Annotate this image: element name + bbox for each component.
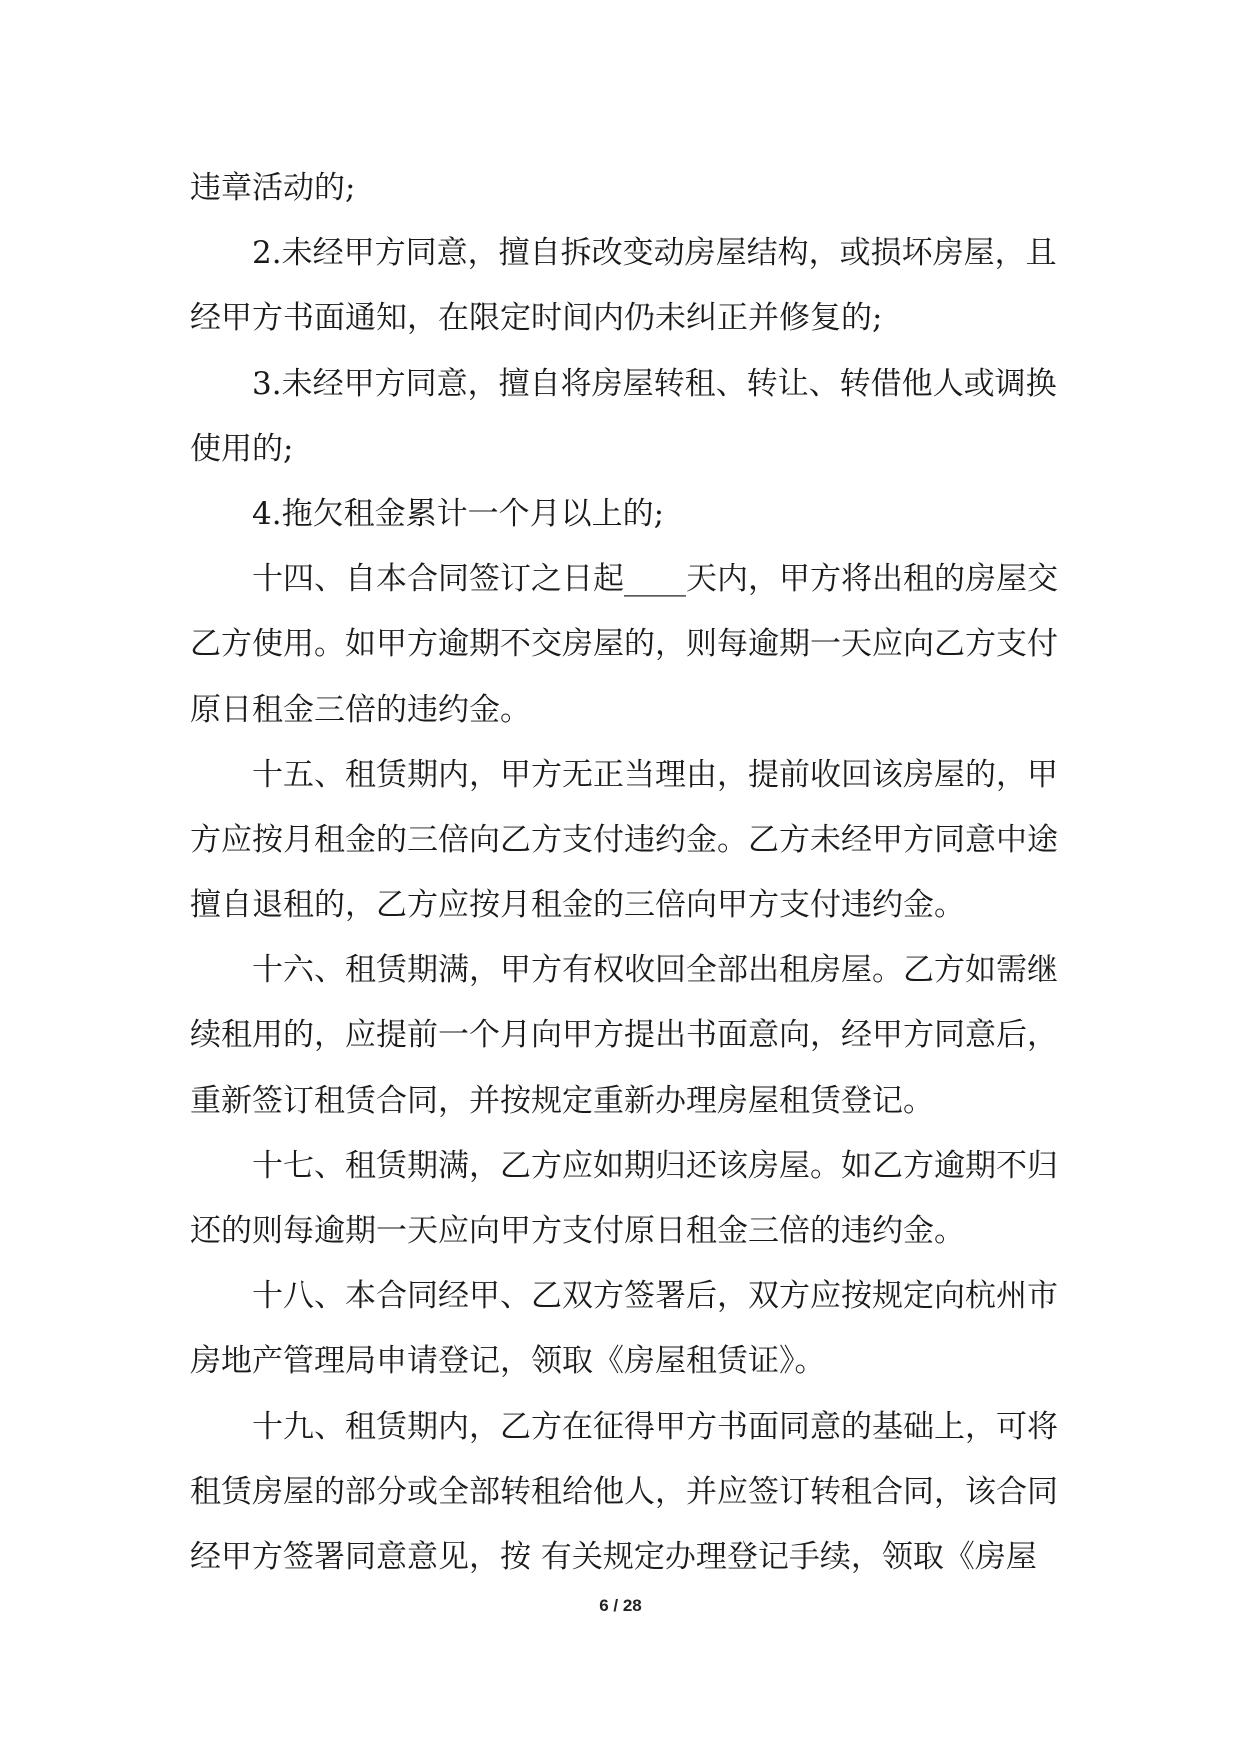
- text-line: 原日租金三倍的违约金。: [190, 691, 531, 728]
- text-line: 续租用的，应提前一个月向甲方提出书面意向，经甲方同意后，: [190, 1017, 1058, 1054]
- text-line: 擅自退租的，乙方应按月租金的三倍向甲方支付违约金。: [190, 887, 965, 924]
- text-line: 2.未经甲方同意，擅自拆改变动房屋结构，或损坏房屋，且: [252, 235, 1057, 272]
- text-line: 3.未经甲方同意，擅自将房屋转租、转让、转借他人或调换: [252, 365, 1057, 402]
- text-line: 乙方使用。如甲方逾期不交房屋的，则每逾期一天应向乙方支付: [190, 626, 1058, 663]
- text-line: 十四、自本合同签订之日起____天内，甲方将出租的房屋交: [252, 561, 1058, 598]
- text-line: 使用的;: [190, 430, 294, 467]
- text-line: 经甲方书面通知，在限定时间内仍未纠正并修复的;: [190, 300, 883, 337]
- text-line: 十五、租赁期内，甲方无正当理由，提前收回该房屋的，甲: [252, 756, 1058, 793]
- text-line: 租赁房屋的部分或全部转租给他人，并应签订转租合同，该合同: [190, 1473, 1058, 1510]
- text-line: 违章活动的;: [190, 170, 356, 206]
- text-line: 还的则每逾期一天应向甲方支付原日租金三倍的违约金。: [190, 1213, 965, 1249]
- text-line: 十九、租赁期内，乙方在征得甲方书面同意的基础上，可将: [252, 1408, 1058, 1445]
- text-line: 方应按月租金的三倍向乙方支付违约金。乙方未经甲方同意中途: [190, 821, 1058, 858]
- contract-body: [190, 156, 1058, 1590]
- text-line: 十八、本合同经甲、乙双方签署后，双方应按规定向杭州市: [252, 1278, 1058, 1315]
- text-line: 十六、租赁期满，甲方有权收回全部出租房屋。乙方如需继: [252, 952, 1058, 989]
- page-number: 6 / 28: [599, 1596, 642, 1615]
- text-line: 4.拖欠租金累计一个月以上的;: [252, 495, 665, 532]
- text-line: 重新签订租赁合同，并按规定重新办理房屋租赁登记。: [190, 1082, 934, 1119]
- text-line: 经甲方签署同意意见，按 有关规定办理登记手续，领取《房屋: [190, 1538, 1037, 1575]
- text-line: 房地产管理局申请登记，领取《房屋租赁证》。: [190, 1343, 826, 1380]
- text-line: 十七、租赁期满，乙方应如期归还该房屋。如乙方逾期不归: [252, 1147, 1058, 1184]
